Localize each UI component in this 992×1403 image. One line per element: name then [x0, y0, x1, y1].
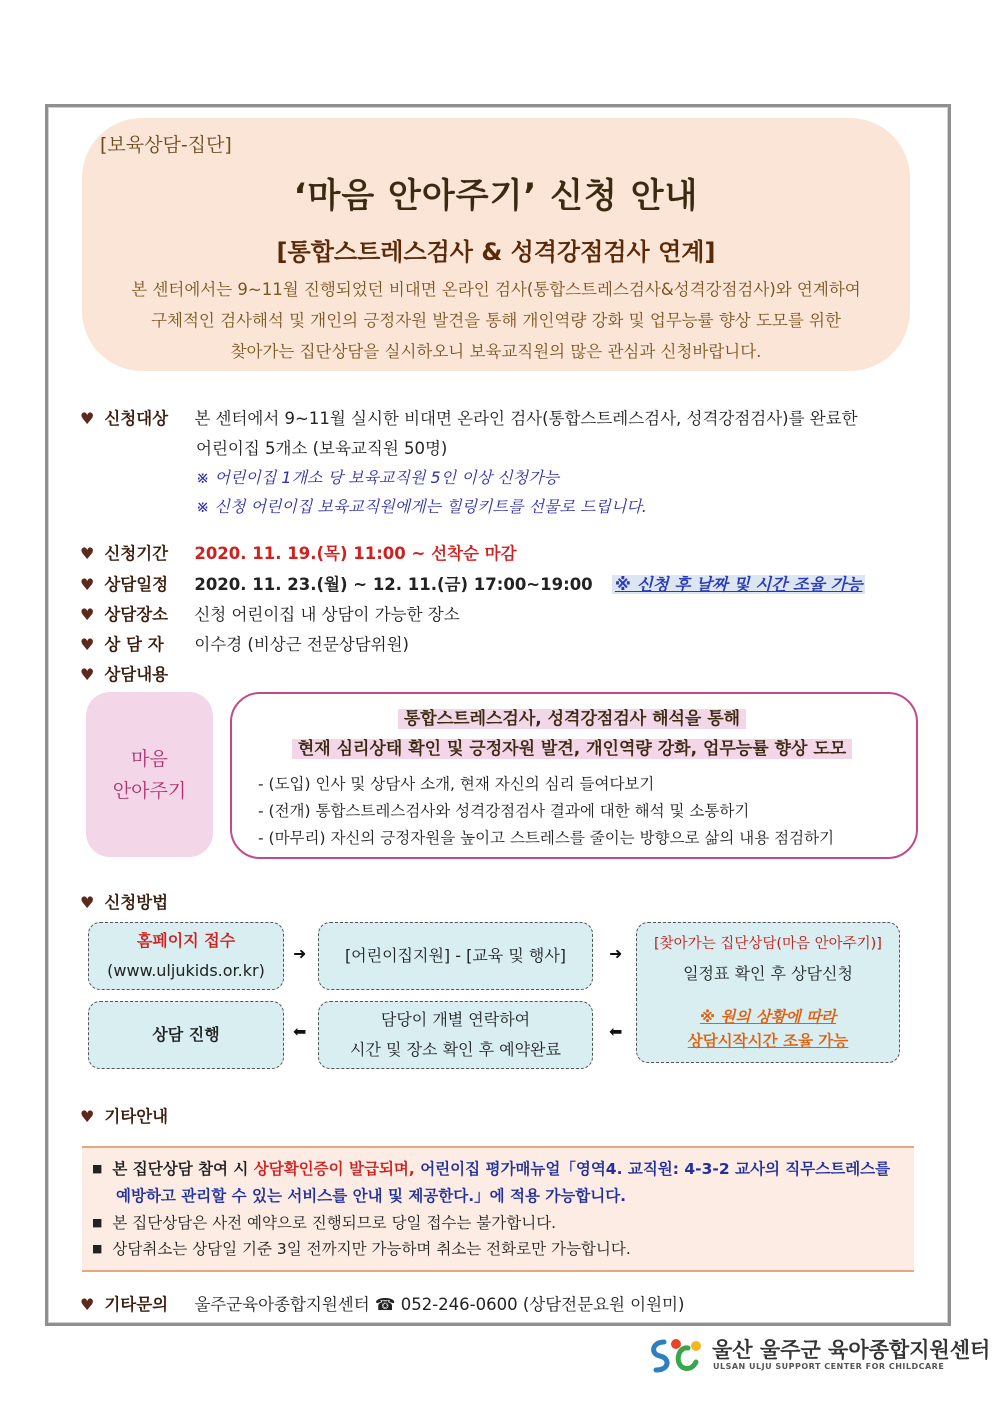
- program-name-line1: 마음: [131, 747, 168, 770]
- target-note1: ※ 어린이집 1개소 당 보육교직원 5인 이상 신청가능: [196, 468, 560, 487]
- target-line2: 어린이집 5개소 (보육교직원 50명): [196, 439, 448, 458]
- schedule-row: [80, 571, 865, 595]
- period-row: [80, 540, 517, 564]
- reservation-line2: 시간 및 장소 확인 후 예약완료: [350, 1040, 561, 1059]
- bullet-icon: ■: [92, 1242, 103, 1255]
- method-label: 신청방법: [104, 893, 169, 912]
- apply-note1: ※ 원의 상황에 따라: [699, 1008, 837, 1026]
- target-row: [80, 405, 858, 429]
- contact-label: 기타문의: [104, 1295, 169, 1314]
- homepage-title: 홈페이지 접수: [136, 931, 236, 950]
- schedule-label: 상담일정: [104, 575, 169, 594]
- heart-icon: ♥: [80, 544, 95, 563]
- intro-line: 찾아가는 집단상담을 실시하오니 보육교직원의 많은 관심과 신청바랍니다.: [230, 342, 762, 361]
- schedule-note: ※ 신청 후 날짜 및 시간 조율 가능: [612, 575, 866, 594]
- contact-value: 울주군육아종합지원센터 ☎ 052-246-0600 (상담전문요원 이원미): [194, 1295, 685, 1314]
- flow-step-reservation: [318, 1001, 593, 1069]
- info-item1-b: 상담확인증이 발급되며,: [253, 1160, 415, 1178]
- heart-icon: ♥: [80, 1295, 95, 1314]
- arrow-right-icon: ➜: [609, 944, 623, 963]
- bullet-icon: ■: [92, 1162, 103, 1175]
- info-item: [92, 1211, 556, 1233]
- apply-title: [찾아가는 집단상담(마음 안아주기)]: [654, 936, 882, 952]
- place-value: 신청 어린이집 내 상담이 가능한 장소: [194, 605, 460, 624]
- center-logo-icon: [644, 1334, 708, 1378]
- content-label: 상담내용: [104, 665, 169, 684]
- arrow-left-icon: ⬅: [293, 1022, 307, 1041]
- intro-text: [86, 274, 906, 367]
- page-subtitle: [통합스트레스검사 & 성격강점검사 연계]: [276, 238, 716, 266]
- target-note2: ※ 신청 어린이집 보육교직원에게는 힐링키트를 선물로 드립니다.: [196, 497, 647, 516]
- heart-icon: ♥: [80, 665, 95, 684]
- center-logo-name: 울산 울주군 육아종합지원센터: [712, 1338, 991, 1362]
- heart-icon: ♥: [80, 635, 95, 654]
- content-row: [80, 661, 194, 685]
- program-heading1-text: 통합스트레스검사, 성격강점검사 해석을 통해: [398, 709, 746, 729]
- method-row: [80, 889, 194, 913]
- heart-icon: ♥: [80, 575, 95, 594]
- etc-row: [80, 1103, 194, 1127]
- program-item: - (전개) 통합스트레스검사와 성격강점검사 결과에 대한 해석 및 소통하기: [258, 802, 750, 820]
- period-value: 2020. 11. 19.(목) 11:00 ~ 선착순 마감: [194, 544, 517, 563]
- apply-note2: 상담시작시간 조율 가능: [687, 1032, 849, 1050]
- intro-line: 구체적인 검사해석 및 개인의 긍정자원 발견을 통해 개인역량 강화 및 업무능률 향상 도모를 위한: [151, 311, 841, 330]
- info-item: [92, 1237, 631, 1259]
- etc-label: 기타안내: [104, 1107, 169, 1126]
- menu-path: [어린이집지원] - [교육 및 행사]: [344, 946, 567, 965]
- counselor-value: 이수경 (비상근 전문상담위원): [194, 635, 409, 654]
- program-name-line2: 안아주기: [112, 779, 187, 802]
- arrow-left-icon: ⬅: [609, 1022, 623, 1041]
- counsel-text: 상담 진행: [152, 1025, 220, 1044]
- program-item: - (마무리) 자신의 긍정자원을 높이고 스트레스를 줄이는 방향으로 삶의 내용 점검하기: [258, 829, 835, 847]
- info-item1-a: 본 집단상담 참여 시: [112, 1160, 254, 1178]
- period-label: 신청기간: [104, 544, 169, 563]
- apply-text: 일정표 확인 후 상담신청: [683, 964, 853, 983]
- page-title: ‘마음 안아주기’ 신청 안내: [293, 176, 699, 216]
- info-item2: 본 집단상담은 사전 예약으로 진행되므로 당일 접수는 불가합니다.: [112, 1214, 557, 1232]
- info-item1-d: 예방하고 관리할 수 있는 서비스를 안내 및 제공한다.」에 적용 가능합니다.: [116, 1187, 627, 1205]
- arrow-right-icon: ➜: [293, 944, 307, 963]
- heart-icon: ♥: [80, 1107, 95, 1126]
- program-heading1: [230, 704, 914, 729]
- place-row: [80, 601, 460, 625]
- schedule-value: 2020. 11. 23.(월) ~ 12. 11.(금) 17:00~19:00: [194, 575, 593, 594]
- intro-line: 본 센터에서는 9~11월 진행되었던 비대면 온라인 검사(통합스트레스검사&성격강점검사)와 연계하여: [131, 280, 861, 299]
- reservation-line1: 담당이 개별 연락하여: [380, 1010, 531, 1029]
- program-heading2-text: 현재 심리상태 확인 및 긍정자원 발견, 개인역량 강화, 업무능률 향상 도모: [292, 739, 852, 759]
- place-label: 상담장소: [104, 605, 169, 624]
- counselor-label: 상 담 자: [104, 635, 164, 654]
- counselor-row: [80, 631, 409, 655]
- target-label: 신청대상: [104, 409, 169, 428]
- category-tag: [보육상담-집단]: [100, 134, 232, 156]
- flow-step-menu: [318, 922, 593, 990]
- homepage-url[interactable]: (www.uljukids.or.kr): [107, 961, 265, 980]
- info-item: [92, 1157, 890, 1179]
- flow-step-counsel: [88, 1001, 284, 1069]
- bullet-icon: ■: [92, 1216, 103, 1229]
- program-heading2: [230, 734, 914, 759]
- contact-row: [80, 1291, 684, 1315]
- program-item: - (도입) 인사 및 상담사 소개, 현재 자신의 심리 들여다보기: [258, 775, 655, 793]
- center-logo-english: ULSAN ULJU SUPPORT CENTER FOR CHILDCARE: [713, 1362, 945, 1371]
- heart-icon: ♥: [80, 605, 95, 624]
- info-item1-c: 어린이집 평가매뉴얼「영역4. 교직원: 4-3-2 교사의 직무스트레스를: [414, 1160, 891, 1178]
- target-line1: 본 센터에서 9~11월 실시한 비대면 온라인 검사(통합스트레스검사, 성격강점검사)를 완료한: [194, 409, 858, 428]
- heart-icon: ♥: [80, 893, 95, 912]
- info-item3: 상담취소는 상담일 기준 3일 전까지만 가능하며 취소는 전화로만 가능합니다.: [112, 1240, 631, 1258]
- heart-icon: ♥: [80, 409, 95, 428]
- flow-step-apply: [636, 922, 900, 1063]
- flow-step-homepage: [88, 922, 284, 990]
- program-name-box: [86, 692, 213, 857]
